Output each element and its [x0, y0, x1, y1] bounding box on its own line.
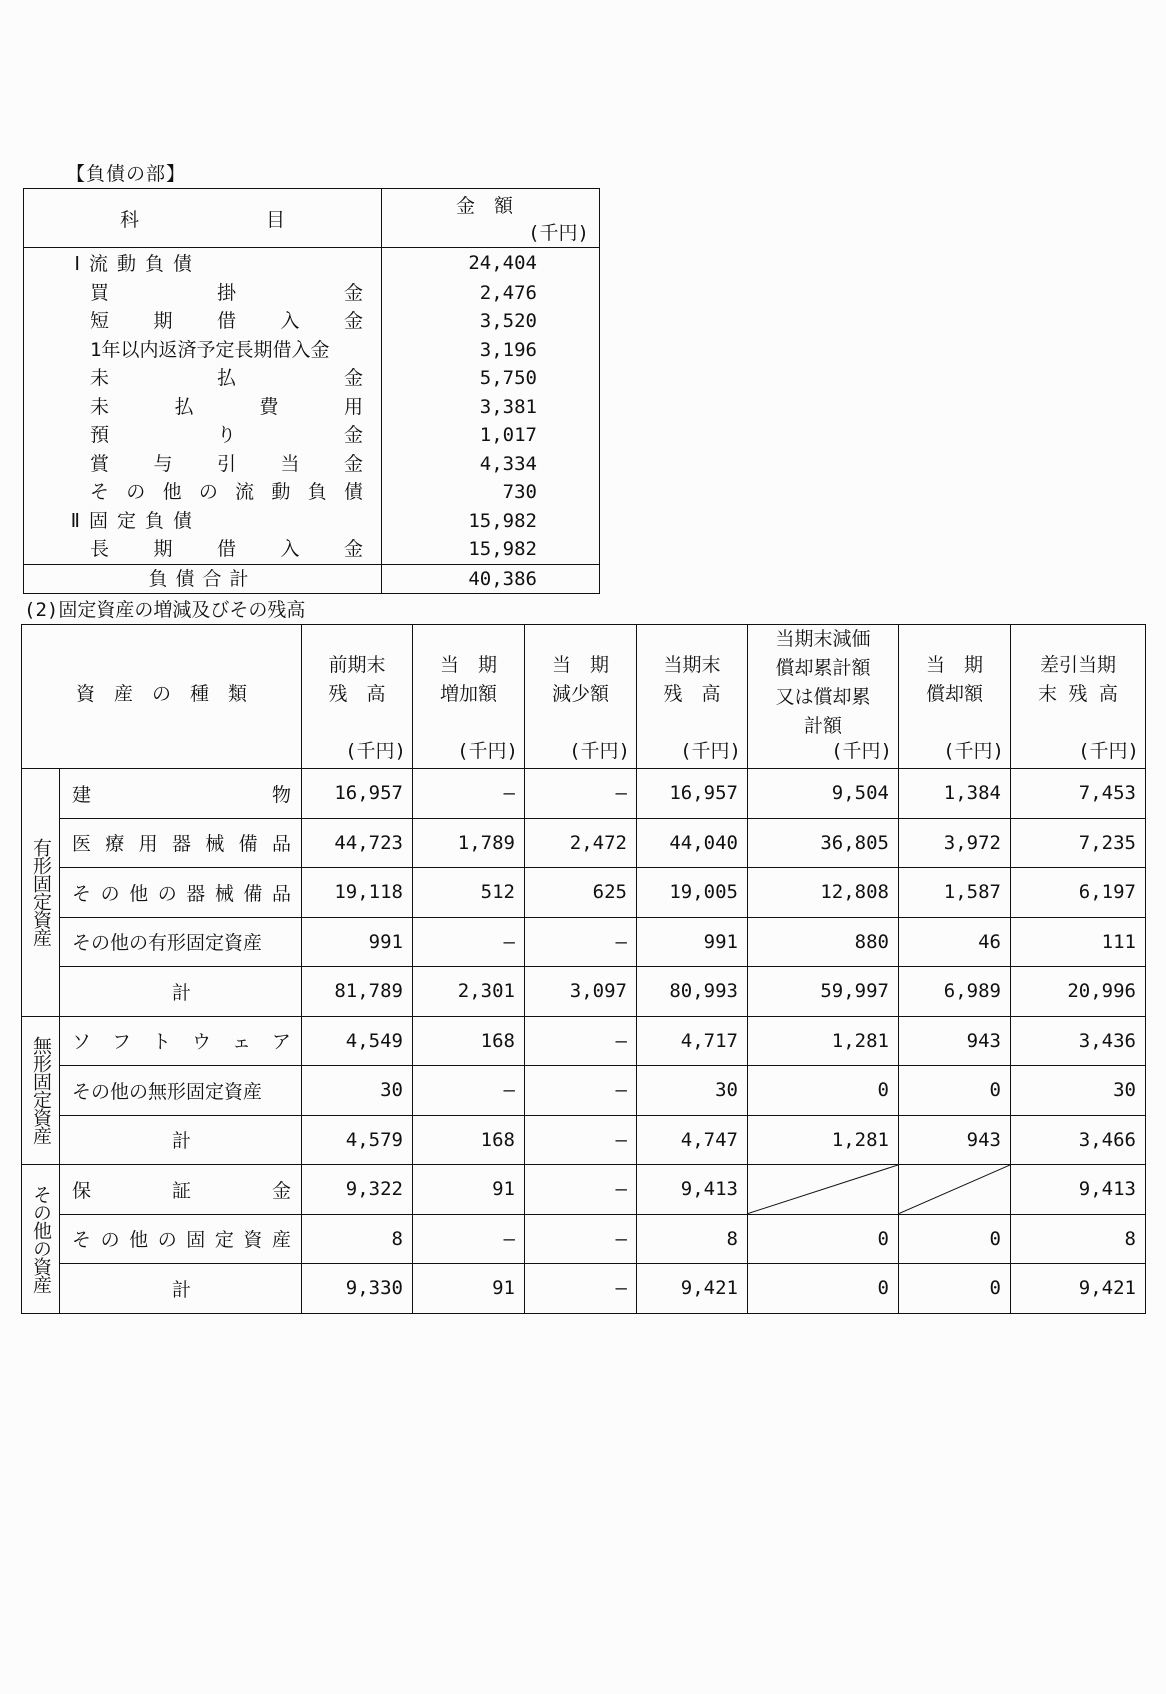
- asset-value: 59,997: [748, 967, 899, 1017]
- dash-value: ―: [525, 1066, 637, 1116]
- asset-value: 30: [1011, 1066, 1146, 1116]
- asset-name-char: 備: [243, 882, 263, 905]
- liability-subject: [24, 279, 382, 308]
- asset-name-char: ェ: [231, 1031, 251, 1054]
- section-number: Ⅰ: [74, 253, 80, 275]
- asset-value: 2,301: [413, 967, 525, 1017]
- asset-value: 8: [1011, 1214, 1146, 1264]
- asset-row: [22, 1264, 1146, 1314]
- liability-amount: 4,334: [382, 450, 600, 479]
- asset-name-label: 計: [171, 981, 191, 1004]
- liabilities-heading: 【負債の部】: [66, 163, 187, 185]
- asset-value: 91: [413, 1165, 525, 1215]
- asset-category: [22, 769, 60, 1017]
- liability-row: [24, 535, 600, 564]
- asset-value: 1,281: [748, 1115, 899, 1165]
- asset-row: [22, 1115, 1146, 1165]
- asset-value: 1,281: [748, 1016, 899, 1066]
- asset-value: 12,808: [748, 868, 899, 918]
- asset-type-header-label: 資 産 の 種 類: [75, 683, 247, 705]
- item-char: 金: [343, 452, 363, 475]
- column-header-line: 残 高: [663, 683, 721, 705]
- asset-value: 111: [1011, 917, 1146, 967]
- asset-value: 0: [899, 1264, 1011, 1314]
- column-header: [1011, 625, 1146, 769]
- asset-value: 0: [748, 1264, 899, 1314]
- diagonal-line-icon: [748, 1165, 898, 1214]
- asset-value: 9,413: [1011, 1165, 1146, 1215]
- asset-name: [60, 1264, 302, 1314]
- unit-label: (千円): [569, 740, 630, 762]
- column-header-line: 計額: [803, 715, 842, 737]
- asset-value: 30: [637, 1066, 748, 1116]
- column-header: [525, 625, 637, 769]
- item-char: 負: [307, 481, 327, 503]
- asset-value: 0: [748, 1066, 899, 1116]
- liabilities-table: [23, 188, 600, 594]
- column-header: [899, 625, 1011, 769]
- item-label: [90, 478, 363, 507]
- asset-row: [22, 868, 1146, 918]
- asset-name: [60, 1016, 302, 1066]
- asset-name: [60, 1165, 302, 1215]
- asset-name-char: ウ: [191, 1031, 211, 1054]
- liabilities-total-row: [24, 564, 600, 594]
- asset-value: 19,005: [637, 868, 748, 918]
- item-char: 長: [90, 538, 110, 560]
- asset-name-char: そ: [72, 1229, 92, 1252]
- asset-type-header: [22, 625, 302, 769]
- asset-row: [22, 1066, 1146, 1116]
- asset-value: 880: [748, 917, 899, 967]
- liability-subject: [24, 364, 382, 393]
- asset-value: 16,957: [302, 769, 413, 819]
- column-header-line: 当期末減価: [775, 628, 871, 650]
- liability-row: [24, 336, 600, 365]
- item-label: [90, 279, 363, 308]
- asset-value: 0: [899, 1214, 1011, 1264]
- column-header: [748, 625, 899, 769]
- item-label: [90, 393, 363, 422]
- asset-row: [22, 1165, 1146, 1215]
- asset-row: [22, 967, 1146, 1017]
- column-header: [413, 625, 525, 769]
- item-char: り: [216, 424, 236, 446]
- liability-subject: [24, 478, 382, 507]
- asset-row: [22, 1214, 1146, 1264]
- asset-name-char: 用: [138, 833, 158, 856]
- dash-value: ―: [413, 1066, 525, 1116]
- asset-name-char: 品: [271, 833, 291, 856]
- dash-value: ―: [413, 917, 525, 967]
- item-label: [90, 535, 363, 564]
- asset-name-char: ソ: [72, 1031, 92, 1054]
- liability-subject: [24, 307, 382, 336]
- asset-name: [60, 917, 302, 967]
- asset-value: 9,421: [637, 1264, 748, 1314]
- item-char: 払: [216, 367, 236, 389]
- asset-value: 81,789: [302, 967, 413, 1017]
- asset-name-char: ト: [151, 1031, 171, 1054]
- item-label: 1年以内返済予定長期借入金: [90, 338, 330, 361]
- item-char: 借: [216, 538, 236, 560]
- liability-row: [24, 393, 600, 422]
- item-char: 期: [153, 538, 173, 560]
- asset-value: 46: [899, 917, 1011, 967]
- dash-value: ―: [525, 1016, 637, 1066]
- unit-label: (千円): [680, 740, 741, 762]
- asset-name-char: ア: [271, 1031, 291, 1054]
- asset-value: 9,421: [1011, 1264, 1146, 1314]
- column-header-line: 差引当期: [1039, 654, 1116, 676]
- dash-value: ―: [413, 769, 525, 819]
- asset-name-char: 療: [105, 833, 125, 856]
- column-header-line: 当 期: [551, 654, 609, 676]
- liability-subject: [24, 507, 382, 536]
- asset-name-char: そ: [72, 882, 92, 905]
- liability-row: [24, 248, 600, 279]
- asset-name-char: 器: [186, 882, 206, 905]
- item-char: 金: [343, 538, 363, 560]
- liability-subject: [24, 535, 382, 564]
- column-header-line: 増加額: [439, 683, 497, 705]
- unit-label: (千円): [831, 740, 892, 762]
- section-number: Ⅱ: [70, 509, 80, 532]
- fixed-assets-table: [21, 624, 1146, 1314]
- asset-value: 2,472: [525, 818, 637, 868]
- asset-name-char: 備: [238, 833, 258, 856]
- asset-value: 9,330: [302, 1264, 413, 1314]
- asset-value: 943: [899, 1115, 1011, 1165]
- asset-value: 80,993: [637, 967, 748, 1017]
- diagonal-line-icon: [899, 1165, 1010, 1214]
- column-header-line: 又は償却累: [775, 686, 871, 708]
- liability-amount: 24,404: [382, 248, 600, 279]
- liability-amount: 3,196: [382, 336, 600, 365]
- item-char: 用: [343, 395, 363, 418]
- item-char: 期: [153, 310, 173, 332]
- liability-amount: 5,750: [382, 364, 600, 393]
- column-header-line: 末 残 高: [1038, 683, 1118, 705]
- unit-label: (千円): [457, 740, 518, 762]
- asset-value: 1,789: [413, 818, 525, 868]
- asset-value: 9,322: [302, 1165, 413, 1215]
- item-char: 未: [90, 395, 110, 418]
- dash-value: ―: [525, 917, 637, 967]
- liability-row: [24, 307, 600, 336]
- dash-value: ―: [525, 769, 637, 819]
- fixed-assets-heading: (2)固定資産の増減及びその残高: [24, 599, 306, 621]
- asset-value: 4,747: [637, 1115, 748, 1165]
- asset-value: 8: [302, 1214, 413, 1264]
- asset-category: [22, 1165, 60, 1314]
- item-char: 短: [90, 310, 110, 332]
- asset-row: [22, 769, 1146, 819]
- item-char: 金: [343, 281, 363, 304]
- liability-row: [24, 279, 600, 308]
- column-header-line: 償却額: [925, 683, 983, 705]
- item-char: 預: [90, 424, 110, 446]
- asset-name-char: 他: [129, 882, 149, 905]
- item-char: 当: [280, 452, 300, 475]
- subject-header-char: 目: [265, 208, 285, 231]
- asset-value: 3,972: [899, 818, 1011, 868]
- asset-value: 36,805: [748, 818, 899, 868]
- item-char: 金: [343, 367, 363, 389]
- item-char: 金: [343, 424, 363, 446]
- asset-name-label: 計: [171, 1278, 191, 1301]
- diagonal-empty-cell: [899, 1165, 1011, 1215]
- asset-name-char: 械: [205, 833, 225, 856]
- asset-name-label: その他の無形固定資産: [72, 1080, 263, 1103]
- dash-value: ―: [525, 1264, 637, 1314]
- liability-amount: 15,982: [382, 507, 600, 536]
- asset-value: 512: [413, 868, 525, 918]
- asset-name-char: 医: [72, 833, 92, 856]
- dash-value: ―: [525, 1165, 637, 1215]
- liability-amount: 3,520: [382, 307, 600, 336]
- asset-value: 991: [637, 917, 748, 967]
- asset-row: [22, 818, 1146, 868]
- asset-name-char: の: [100, 1229, 120, 1252]
- unit-label: (千円): [943, 740, 1004, 762]
- asset-value: 0: [899, 1066, 1011, 1116]
- asset-name: [60, 1115, 302, 1165]
- asset-value: 168: [413, 1016, 525, 1066]
- item-char: 払: [174, 395, 194, 418]
- asset-name-char: 他: [129, 1229, 149, 1252]
- asset-name-char: 品: [271, 882, 291, 905]
- item-label: [90, 450, 363, 479]
- asset-value: 3,097: [525, 967, 637, 1017]
- asset-name-label: その他の有形固定資産: [72, 932, 263, 955]
- asset-category-label: 有形固定資産: [30, 838, 52, 947]
- asset-value: 625: [525, 868, 637, 918]
- asset-row: [22, 917, 1146, 967]
- item-char: 未: [90, 367, 110, 389]
- item-char: 賞: [90, 452, 110, 475]
- item-char: 引: [216, 452, 236, 475]
- section-label: 固定負債: [89, 509, 202, 532]
- item-char: 借: [216, 310, 236, 332]
- asset-name-char: フ: [111, 1031, 131, 1054]
- liability-row: [24, 507, 600, 536]
- item-char: 他: [162, 481, 182, 503]
- item-char: 債: [343, 481, 363, 503]
- liability-amount: 730: [382, 478, 600, 507]
- asset-value: 91: [413, 1264, 525, 1314]
- amount-header-label: 金 額: [456, 195, 514, 217]
- asset-value: 991: [302, 917, 413, 967]
- liability-row: [24, 450, 600, 479]
- liability-subject: [24, 421, 382, 450]
- asset-value: 4,549: [302, 1016, 413, 1066]
- asset-category-label: その他の資産: [30, 1184, 52, 1293]
- asset-value: 16,957: [637, 769, 748, 819]
- asset-value: 0: [748, 1214, 899, 1264]
- liability-subject: [24, 336, 382, 365]
- liability-subject: [24, 450, 382, 479]
- column-header: [302, 625, 413, 769]
- asset-row: [22, 1016, 1146, 1066]
- liabilities-header-row: [24, 189, 600, 248]
- column-header-line: 当 期: [925, 654, 983, 676]
- asset-value: 3,436: [1011, 1016, 1146, 1066]
- asset-value: 4,579: [302, 1115, 413, 1165]
- item-label: [90, 307, 363, 336]
- item-char: 金: [343, 310, 363, 332]
- amount-header: [382, 189, 600, 248]
- liability-amount: 3,381: [382, 393, 600, 422]
- item-char: 動: [271, 481, 291, 503]
- asset-category-label: 無形固定資産: [30, 1036, 52, 1145]
- dash-value: ―: [525, 1214, 637, 1264]
- asset-value: 30: [302, 1066, 413, 1116]
- item-label: [90, 421, 363, 450]
- liability-amount: 1,017: [382, 421, 600, 450]
- asset-value: 7,235: [1011, 818, 1146, 868]
- total-label: 負債合計: [24, 564, 382, 594]
- asset-value: 9,413: [637, 1165, 748, 1215]
- item-char: 掛: [216, 281, 236, 304]
- asset-value: 943: [899, 1016, 1011, 1066]
- asset-value: 44,040: [637, 818, 748, 868]
- liability-subject: [24, 393, 382, 422]
- liability-row: [24, 364, 600, 393]
- item-char: 入: [280, 310, 300, 332]
- item-char: 流: [235, 481, 255, 503]
- liability-subject: [24, 248, 382, 279]
- asset-name-char: の: [157, 1229, 177, 1252]
- item-char: の: [126, 481, 146, 503]
- column-header: [637, 625, 748, 769]
- asset-value: 4,717: [637, 1016, 748, 1066]
- asset-name-char: の: [157, 882, 177, 905]
- item-label: [90, 364, 363, 393]
- asset-value: 19,118: [302, 868, 413, 918]
- asset-value: 8: [637, 1214, 748, 1264]
- asset-value: 168: [413, 1115, 525, 1165]
- item-char: そ: [90, 481, 110, 503]
- unit-label: (千円): [1078, 740, 1139, 762]
- asset-value: 44,723: [302, 818, 413, 868]
- asset-name-char: 資: [243, 1229, 263, 1252]
- asset-value: 1,384: [899, 769, 1011, 819]
- liability-amount: 15,982: [382, 535, 600, 564]
- subject-header: [24, 189, 382, 248]
- asset-name: [60, 967, 302, 1017]
- asset-value: 9,504: [748, 769, 899, 819]
- asset-name-char: 器: [171, 833, 191, 856]
- asset-name: [60, 818, 302, 868]
- asset-name-char: 建: [72, 783, 92, 806]
- asset-name: [60, 1214, 302, 1264]
- item-char: 入: [280, 538, 300, 560]
- asset-value: 7,453: [1011, 769, 1146, 819]
- asset-value: 3,466: [1011, 1115, 1146, 1165]
- liability-row: [24, 478, 600, 507]
- column-header-line: 当 期: [439, 654, 497, 676]
- column-header-line: 減少額: [551, 683, 609, 705]
- item-char: の: [198, 481, 218, 503]
- asset-name-char: 証: [171, 1179, 191, 1202]
- asset-name-char: の: [100, 882, 120, 905]
- asset-name-char: 固: [186, 1229, 206, 1252]
- asset-name: [60, 1066, 302, 1116]
- total-amount: 40,386: [382, 564, 600, 594]
- column-header-line: 残 高: [328, 683, 386, 705]
- asset-value: 1,587: [899, 868, 1011, 918]
- asset-category: [22, 1016, 60, 1165]
- asset-name: [60, 769, 302, 819]
- diagonal-empty-cell: [748, 1165, 899, 1215]
- asset-name-char: 定: [214, 1229, 234, 1252]
- liability-row: [24, 421, 600, 450]
- item-char: 費: [259, 395, 279, 418]
- asset-name-char: 械: [214, 882, 234, 905]
- amount-header-unit: (千円): [528, 222, 589, 244]
- asset-value: 6,989: [899, 967, 1011, 1017]
- asset-name-char: 産: [271, 1229, 291, 1252]
- asset-name-label: 計: [171, 1130, 191, 1153]
- column-header-line: 当期末: [663, 654, 721, 676]
- asset-name-char: 金: [271, 1179, 291, 1202]
- liability-amount: 2,476: [382, 279, 600, 308]
- asset-name-char: 物: [271, 783, 291, 806]
- item-char: 与: [153, 452, 173, 475]
- subject-header-char: 科: [120, 208, 140, 231]
- column-header-line: 前期末: [328, 654, 386, 676]
- asset-value: 20,996: [1011, 967, 1146, 1017]
- section-label: 流動負債: [89, 253, 202, 275]
- column-header-line: 償却累計額: [775, 657, 871, 679]
- asset-name: [60, 868, 302, 918]
- item-char: 買: [90, 281, 110, 304]
- asset-value: 6,197: [1011, 868, 1146, 918]
- unit-label: (千円): [345, 740, 406, 762]
- dash-value: ―: [413, 1214, 525, 1264]
- asset-name-char: 保: [72, 1179, 92, 1202]
- dash-value: ―: [525, 1115, 637, 1165]
